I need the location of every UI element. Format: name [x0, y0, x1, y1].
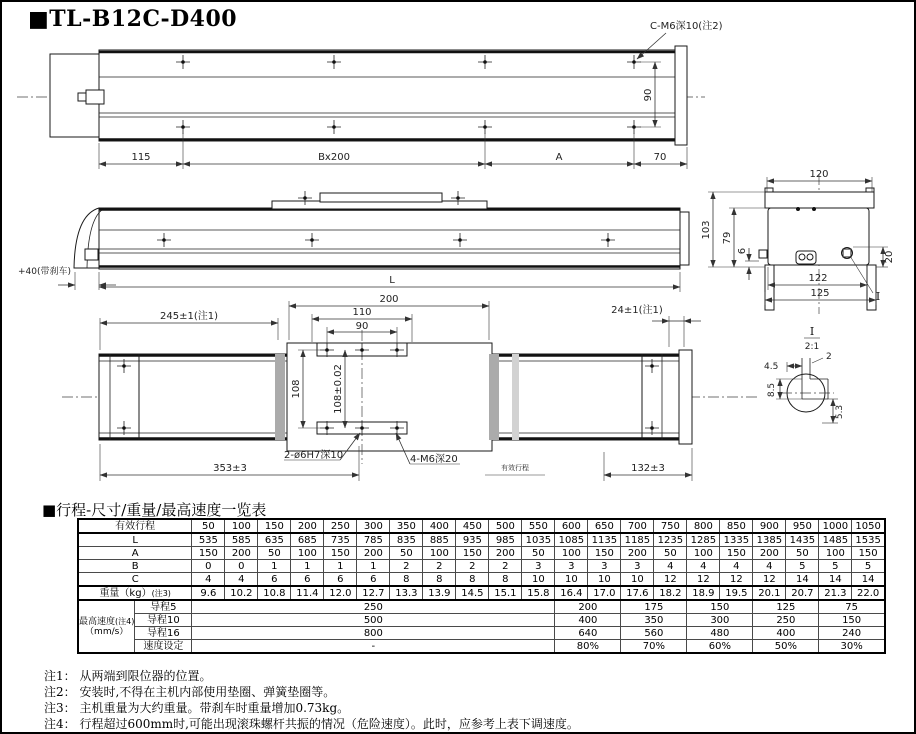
table-cell: 150	[588, 547, 621, 560]
table-cell: 1535	[852, 533, 885, 547]
side-view-drawing	[18, 191, 689, 292]
table-cell: 1	[357, 560, 390, 573]
dim-108: 108	[291, 379, 302, 399]
table-cell: 640	[555, 627, 621, 640]
table-cell: 885	[423, 533, 456, 547]
table-cell: 1135	[588, 533, 621, 547]
speed-lead5-row	[78, 600, 885, 614]
table-cell: 650	[588, 519, 621, 533]
carriage-plate	[287, 343, 492, 451]
callout-dowel-holes: 2-ø6H7深10	[284, 450, 344, 461]
speed-unit-label: （mm/s）	[85, 626, 129, 637]
table-cell: 685	[291, 533, 324, 547]
table-cell: 12	[687, 573, 720, 587]
table-cell: 4	[687, 560, 720, 573]
table-cell: 250	[192, 600, 555, 614]
dim-bx200: Bx200	[318, 152, 350, 163]
table-cell: 100	[423, 547, 456, 560]
table-cell: 15.8	[522, 586, 555, 600]
table-cell: 150	[720, 547, 753, 560]
speed-lead16-row	[78, 627, 885, 640]
table-cell: 14	[852, 573, 885, 587]
table-cell: 100	[819, 547, 852, 560]
table-cell: 2	[489, 560, 522, 573]
table-cell: 8	[423, 573, 456, 587]
dim-4-5: 4.5	[764, 362, 779, 372]
length-row	[78, 533, 885, 547]
table-cell: 14.5	[456, 586, 489, 600]
table-cell: 200	[357, 547, 390, 560]
table-cell: 150	[258, 519, 291, 533]
stroke-region-label: 有效行程	[501, 464, 529, 472]
table-cell: 22.0	[852, 586, 885, 600]
table-cell: 9.6	[192, 586, 225, 600]
b-row	[78, 560, 885, 573]
table-cell: 535	[192, 533, 225, 547]
table-cell: 4	[720, 560, 753, 573]
dim-110: 110	[352, 307, 372, 318]
table-cell: 1035	[522, 533, 555, 547]
table-cell: 3	[555, 560, 588, 573]
table-cell: 12	[753, 573, 786, 587]
note-2: 注2： 安装时,不得在主机内部使用垫圈、弹簧垫圈等。	[44, 685, 336, 699]
table-cell: 50	[390, 547, 423, 560]
table-cell: 350	[390, 519, 423, 533]
table-cell: 150	[819, 614, 885, 627]
row-label-stroke: 有效行程	[78, 519, 192, 533]
table-cell: 80%	[555, 640, 621, 654]
table-cell: 835	[390, 533, 423, 547]
row-label-max-speed	[78, 600, 135, 653]
table-cell: 11.4	[291, 586, 324, 600]
table-cell: 150	[324, 547, 357, 560]
detail-ref: I	[809, 325, 815, 338]
detail-ref-label: I	[875, 290, 881, 303]
table-cell: 12.0	[324, 586, 357, 600]
row-label-lead16: 导程16	[135, 627, 192, 640]
table-cell: 12	[654, 573, 687, 587]
table-cell: 900	[753, 519, 786, 533]
dim-245: 245±1(注1)	[160, 311, 218, 322]
row-label-speed-setting: 速度设定	[135, 640, 192, 654]
table-cell: 4	[225, 573, 258, 587]
table-cell: 10.8	[258, 586, 291, 600]
table-cell: 6	[324, 573, 357, 587]
table-cell: 100	[687, 547, 720, 560]
table-cell: 5	[786, 560, 819, 573]
table-cell: 20.1	[753, 586, 786, 600]
table-cell: 400	[423, 519, 456, 533]
table-cell: 1185	[621, 533, 654, 547]
table-cell: 1485	[819, 533, 852, 547]
a-row	[78, 547, 885, 560]
table-cell: 100	[555, 547, 588, 560]
table-cell: 550	[522, 519, 555, 533]
note-1: 注1： 从两端到限位器的位置。	[44, 669, 212, 683]
row-label-A: A	[78, 547, 192, 560]
table-cell: 1	[291, 560, 324, 573]
table-cell: 8	[390, 573, 423, 587]
table-cell: 20.7	[786, 586, 819, 600]
dim-24: 24±1(注1)	[611, 305, 663, 316]
table-cell: 800	[687, 519, 720, 533]
table-cell: 70%	[621, 640, 687, 654]
table-cell: 200	[489, 547, 522, 560]
table-cell: 50	[786, 547, 819, 560]
callout-m6-holes: 4-M6深20	[410, 454, 458, 465]
table-cell: 10	[522, 573, 555, 587]
dim-122: 122	[808, 273, 828, 284]
table-cell: 1000	[819, 519, 852, 533]
table-cell: 10	[588, 573, 621, 587]
table-cell: 1285	[687, 533, 720, 547]
page-title: ■TL-B12C-D400	[28, 6, 238, 32]
table-cell: 14	[819, 573, 852, 587]
table-cell: 3	[588, 560, 621, 573]
table-cell: 400	[555, 614, 621, 627]
technical-drawings	[2, 2, 916, 502]
table-cell: 560	[621, 627, 687, 640]
table-cell: 1235	[654, 533, 687, 547]
table-cell: 950	[786, 519, 819, 533]
table-cell: 500	[192, 614, 555, 627]
table-cell: 2	[456, 560, 489, 573]
weight-note-ref: (注3)	[151, 588, 171, 598]
speed-note-ref: (注4)	[115, 616, 135, 626]
dim-70: 70	[653, 152, 667, 163]
detail-scale: 2:1	[804, 342, 820, 352]
table-cell: 8	[456, 573, 489, 587]
table-cell: 480	[687, 627, 753, 640]
table-cell: 18.9	[687, 586, 720, 600]
table-cell: 1435	[786, 533, 819, 547]
table-cell: 785	[357, 533, 390, 547]
dim-132: 132±3	[631, 463, 665, 474]
table-cell: 13.9	[423, 586, 456, 600]
table-cell: 150	[852, 547, 885, 560]
table-cell: 1	[324, 560, 357, 573]
notes-section	[44, 668, 579, 732]
table-cell: 750	[654, 519, 687, 533]
dim-5-3: 5.3	[835, 404, 845, 420]
table-cell: 6	[357, 573, 390, 587]
table-cell: 0	[225, 560, 258, 573]
table-cell: 13.3	[390, 586, 423, 600]
table-cell: 1050	[852, 519, 885, 533]
table-cell: 240	[819, 627, 885, 640]
callout-cm6: C-M6深10(注2)	[650, 21, 723, 32]
table-cell: 935	[456, 533, 489, 547]
table-cell: 985	[489, 533, 522, 547]
table-cell: 50	[192, 519, 225, 533]
table-cell: 3	[621, 560, 654, 573]
stroke-row	[78, 519, 885, 533]
table-cell: 250	[753, 614, 819, 627]
dim-120: 120	[809, 169, 829, 180]
bottom-view-drawing	[62, 294, 759, 481]
table-cell: 50	[258, 547, 291, 560]
dim-79: 79	[722, 231, 733, 245]
dim-20: 20	[884, 250, 895, 264]
row-label-L: L	[78, 533, 192, 547]
table-cell: 450	[456, 519, 489, 533]
row-label-lead5: 导程5	[135, 600, 192, 614]
dim-a: A	[555, 152, 563, 163]
table-cell: 250	[324, 519, 357, 533]
table-cell: 585	[225, 533, 258, 547]
dim-2: 2	[826, 352, 832, 362]
dim-108-tol: 108±0.02	[333, 364, 344, 414]
table-cell: 6	[258, 573, 291, 587]
table-cell: 50	[522, 547, 555, 560]
table-cell: 4	[654, 560, 687, 573]
dim-353: 353±3	[213, 463, 247, 474]
note-4: 注4： 行程超过600mm时,可能出现滚珠螺杆共振的情况（危险速度）。此时，应参考上表下调速度。	[44, 717, 579, 731]
table-cell: 735	[324, 533, 357, 547]
table-cell: 75	[819, 600, 885, 614]
dim-200: 200	[379, 294, 399, 305]
dim-plus40-brake: +40(带刹车)	[18, 267, 72, 277]
table-cell: 300	[357, 519, 390, 533]
table-cell: 50	[654, 547, 687, 560]
table-cell: 500	[489, 519, 522, 533]
table-cell: -	[192, 640, 555, 654]
top-view-drawing	[17, 20, 723, 169]
table-cell: 200	[291, 519, 324, 533]
table-cell: 0	[192, 560, 225, 573]
speed-setting-row	[78, 640, 885, 654]
table-cell: 30%	[819, 640, 885, 654]
table-cell: 10	[555, 573, 588, 587]
table-cell: 17.6	[621, 586, 654, 600]
carriage-top	[320, 193, 442, 202]
table-cell: 200	[225, 547, 258, 560]
detail-view-drawing	[764, 325, 845, 423]
table-cell: 1335	[720, 533, 753, 547]
table-cell: 700	[621, 519, 654, 533]
table-cell: 50%	[753, 640, 819, 654]
speed-lead10-row	[78, 614, 885, 627]
table-cell: 14	[786, 573, 819, 587]
table-cell: 21.3	[819, 586, 852, 600]
table-cell: 12	[720, 573, 753, 587]
table-cell: 2	[423, 560, 456, 573]
note-3: 注3： 主机重量为大约重量。带刹车时重量增加0.73kg。	[44, 701, 350, 715]
table-cell: 3	[522, 560, 555, 573]
table-cell: 6	[291, 573, 324, 587]
speed-label: 最高速度	[79, 616, 116, 627]
dim-8-5: 8.5	[767, 382, 777, 398]
weight-row	[78, 586, 885, 600]
table-cell: 5	[819, 560, 852, 573]
row-label-weight	[78, 586, 192, 600]
row-label-C: C	[78, 573, 192, 587]
table-cell: 100	[225, 519, 258, 533]
table-cell: 1385	[753, 533, 786, 547]
dim-115: 115	[131, 152, 151, 163]
table-cell: 1085	[555, 533, 588, 547]
table-cell: 635	[258, 533, 291, 547]
table-cell: 200	[753, 547, 786, 560]
table-cell: 100	[291, 547, 324, 560]
table-cell: 800	[192, 627, 555, 640]
table-cell: 16.4	[555, 586, 588, 600]
table-cell: 150	[192, 547, 225, 560]
row-label-lead10: 导程10	[135, 614, 192, 627]
dim-6: 6	[737, 247, 748, 255]
table-cell: 4	[192, 573, 225, 587]
table-cell: 19.5	[720, 586, 753, 600]
table-cell: 400	[753, 627, 819, 640]
table-cell: 10	[621, 573, 654, 587]
table-cell: 15.1	[489, 586, 522, 600]
table-cell: 1	[258, 560, 291, 573]
table-cell: 300	[687, 614, 753, 627]
table-cell: 17.0	[588, 586, 621, 600]
table-cell: 150	[456, 547, 489, 560]
table-cell: 850	[720, 519, 753, 533]
row-label-B: B	[78, 560, 192, 573]
table-cell: 600	[555, 519, 588, 533]
table-cell: 200	[555, 600, 621, 614]
table-title: ■行程-尺寸/重量/最高速度一览表	[42, 501, 267, 519]
table-cell: 175	[621, 600, 687, 614]
table-cell: 10.2	[225, 586, 258, 600]
table-cell: 8	[489, 573, 522, 587]
spec-table	[77, 518, 886, 654]
table-cell: 5	[852, 560, 885, 573]
table-cell: 125	[753, 600, 819, 614]
dim-90-vertical: 90	[643, 88, 654, 102]
table-cell: 60%	[687, 640, 753, 654]
dim-103: 103	[701, 220, 712, 240]
dim-90-bottom: 90	[355, 321, 369, 332]
dim-L: L	[389, 275, 395, 286]
weight-label: 重量（kg）	[99, 587, 152, 599]
table-cell: 12.7	[357, 586, 390, 600]
dim-125: 125	[810, 288, 830, 299]
table-cell: 2	[390, 560, 423, 573]
table-cell: 150	[687, 600, 753, 614]
c-row	[78, 573, 885, 587]
end-view-drawing	[701, 169, 895, 314]
table-cell: 18.2	[654, 586, 687, 600]
table-cell: 4	[753, 560, 786, 573]
table-cell: 200	[621, 547, 654, 560]
table-cell: 350	[621, 614, 687, 627]
